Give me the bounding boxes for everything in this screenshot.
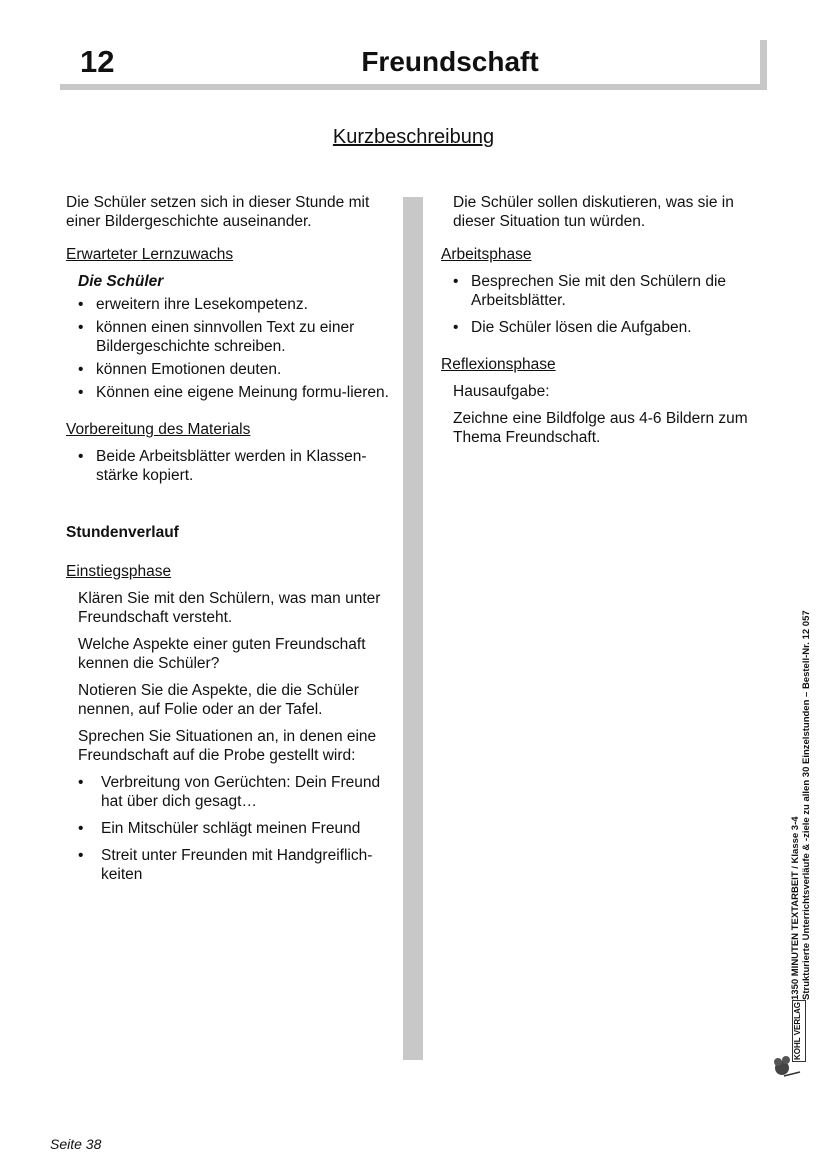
list-item: • Verbreitung von Gerüchten: Dein Freund hat über dich gesagt… [66, 773, 396, 811]
lernzuwachs-list [66, 295, 396, 402]
einstieg-list [66, 773, 396, 884]
right-column [441, 193, 761, 447]
reflexionsphase-heading: Reflexionsphase [441, 356, 556, 373]
list-item: • Beide Arbeitsblätter werden in Klassen-stärke kopiert. [66, 447, 396, 485]
chapter-title: Freundschaft [361, 46, 539, 77]
einstieg-paragraph: Notieren Sie die Aspekte, die die Schüler nennen, auf Folie oder an der Tafel. [78, 682, 359, 718]
list-item: • Streit unter Freunden mit Handgreiflich-keiten [66, 846, 396, 884]
einstieg-paragraph: Sprechen Sie Situationen an, in denen eine Freundschaft auf die Probe gestellt wird: [78, 728, 377, 764]
page-number: Seite 38 [50, 1136, 102, 1152]
header-underline-bar [60, 84, 767, 90]
einstieg-paragraph: Welche Aspekte einer guten Freundschaft kennen die Schüler? [78, 636, 366, 672]
sidebar-line-2: Strukturierte Unterrichtsverläufe & -ziele zu allen 30 Einzelstunden – Bestell-Nr. 12 057 [801, 610, 812, 1000]
sidebar-line-1: 1350 MINUTEN TEXTARBEIT / Klasse 3-4 [790, 816, 801, 1000]
intro-text: Die Schüler setzen sich in dieser Stunde mit einer Bildergeschichte auseinander. [66, 194, 370, 230]
hausaufgabe-text: Zeichne eine Bildfolge aus 4-6 Bildern zum Thema Freundschaft. [453, 410, 748, 446]
list-item: • Können eine eigene Meinung formu-lieren. [66, 383, 396, 402]
left-column [66, 193, 396, 884]
list-item: • Besprechen Sie mit den Schülern die Arbeitsblätter. [441, 272, 761, 310]
column-divider [403, 197, 423, 1060]
list-item: • können Emotionen deuten. [66, 360, 396, 379]
hausaufgabe-label: Hausaufgabe: [453, 383, 550, 400]
arbeitsphase-list [441, 272, 761, 337]
publisher-name: KOHL VERLAG [792, 1000, 806, 1062]
list-item: • Die Schüler lösen die Aufgaben. [441, 318, 761, 337]
arbeitsphase-heading: Arbeitsphase [441, 246, 532, 263]
list-item: • Ein Mitschüler schlägt meinen Freund [66, 819, 396, 838]
schueler-heading: Die Schüler [78, 273, 164, 290]
chapter-number: 12 [80, 44, 115, 79]
list-item: • können einen sinnvollen Text zu einer Bildergeschichte schreiben. [66, 318, 396, 356]
einstieg-heading: Einstiegsphase [66, 563, 172, 580]
material-heading: Vorbereitung des Materials [66, 421, 251, 438]
list-item: • erweitern ihre Lesekompetenz. [66, 295, 396, 314]
stundenverlauf-heading: Stundenverlauf [66, 524, 179, 541]
page-header [60, 40, 767, 92]
publisher-sidebar [790, 560, 814, 1000]
section-title: Kurzbeschreibung [332, 126, 495, 148]
einstieg-paragraph: Klären Sie mit den Schülern, was man unter Freundschaft versteht. [78, 590, 381, 626]
lernzuwachs-heading: Erwarteter Lernzuwachs [66, 246, 234, 263]
discussion-text: Die Schüler sollen diskutieren, was sie in dieser Situation tun würden. [453, 194, 734, 230]
material-list [66, 447, 396, 485]
